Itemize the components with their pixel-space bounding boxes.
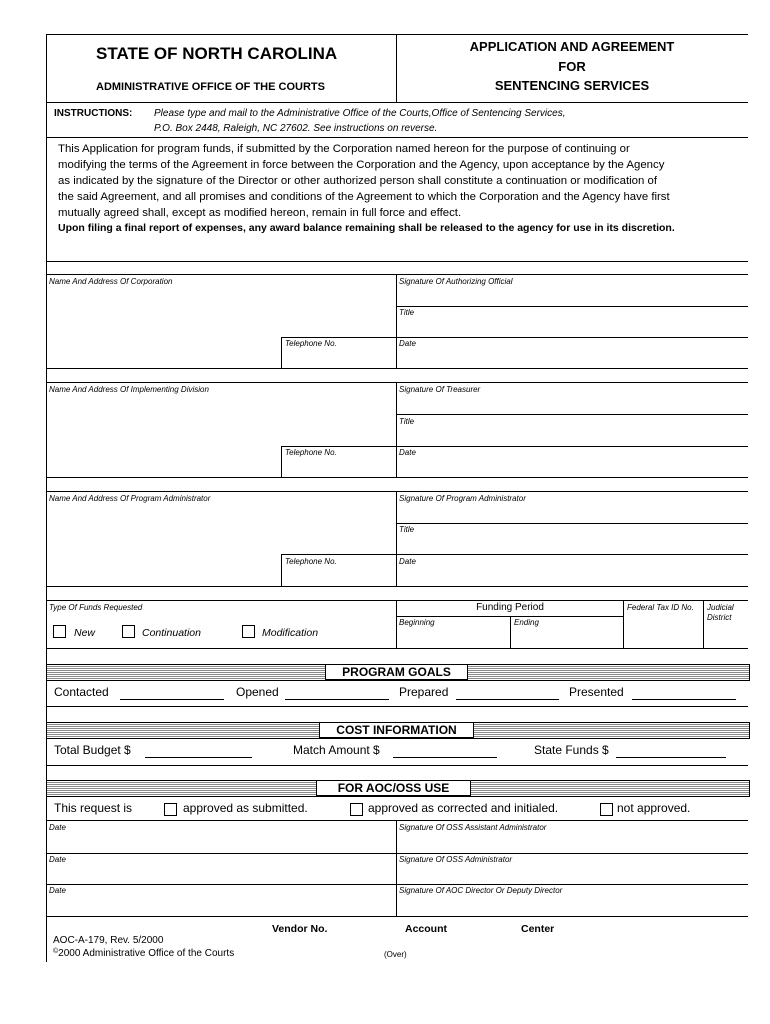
form-number: AOC-A-179, Rev. 5/2000 xyxy=(53,935,164,946)
agreement-line: modifying the terms of the Agreement in force between the Corporation and the Agency, upon acceptance by the Agency xyxy=(58,159,665,171)
judicial-label-1: Judicial xyxy=(707,603,734,612)
corporation-telephone-field[interactable]: Telephone No. xyxy=(285,339,337,348)
agreement-line: mutually agreed shall, except as modified hereon, remain in full force and effect. xyxy=(58,207,462,219)
not-approved-checkbox[interactable] xyxy=(600,803,613,816)
over-label: (Over) xyxy=(384,950,407,959)
state-title: STATE OF NORTH CAROLINA xyxy=(96,44,338,63)
authorizing-official-date-field[interactable]: Date xyxy=(399,339,416,348)
program-administrator-field[interactable]: Name And Address Of Program Administrator xyxy=(49,494,211,503)
copyright-symbol: © xyxy=(53,948,59,955)
implementing-division-field[interactable]: Name And Address Of Implementing Division xyxy=(49,385,209,394)
authorizing-official-signature-field[interactable]: Signature Of Authorizing Official xyxy=(399,277,513,286)
program-goals-title: PROGRAM GOALS xyxy=(325,664,468,680)
presented-label: Presented xyxy=(569,685,624,699)
approved-as-corrected-checkbox[interactable] xyxy=(350,803,363,816)
aoc-director-signature-field[interactable]: Signature Of AOC Director Or Deputy Director xyxy=(399,886,563,895)
aoc-date-field-3[interactable]: Date xyxy=(49,886,66,895)
agreement-line: the said Agreement, and all promises and conditions of the Agreement to which the Corporation and the Agency have first xyxy=(58,191,670,203)
modification-label: Modification xyxy=(262,627,319,639)
implementing-division-telephone-field[interactable]: Telephone No. xyxy=(285,448,337,457)
opened-input[interactable] xyxy=(285,699,389,700)
program-administrator-signature-field[interactable]: Signature Of Program Administrator xyxy=(399,494,526,503)
modification-checkbox[interactable] xyxy=(242,625,255,638)
funding-period-label: Funding Period xyxy=(476,602,544,613)
funds-type-label: Type Of Funds Requested xyxy=(49,603,143,612)
instructions-line1: Please type and mail to the Administrative Office of the Courts,Office of Sentencing Services, xyxy=(154,108,566,119)
agreement-bold-line: Upon filing a final report of expenses, any award balance remaining shall be released to the agency for use in its discretion. xyxy=(58,222,675,234)
not-approved-label: not approved. xyxy=(617,801,691,815)
new-checkbox[interactable] xyxy=(53,625,66,638)
new-label: New xyxy=(74,627,96,639)
state-funds-label: State Funds $ xyxy=(534,743,609,757)
beginning-field[interactable]: Beginning xyxy=(399,618,435,627)
form-title-line1: APPLICATION AND AGREEMENT xyxy=(469,39,675,54)
aoc-oss-title: FOR AOC/OSS USE xyxy=(316,780,471,796)
state-funds-input[interactable] xyxy=(616,757,726,758)
program-administrator-date-field[interactable]: Date xyxy=(399,557,416,566)
approved-as-submitted-label: approved as submitted. xyxy=(183,801,308,815)
continuation-checkbox[interactable] xyxy=(122,625,135,638)
ending-field[interactable]: Ending xyxy=(514,618,539,627)
match-amount-input[interactable] xyxy=(393,757,497,758)
oss-administrator-signature-field[interactable]: Signature Of OSS Administrator xyxy=(399,855,513,864)
approved-as-corrected-label: approved as corrected and initialed. xyxy=(368,801,559,815)
instructions-line2: P.O. Box 2448, Raleigh, NC 27602. See instructions on reverse. xyxy=(154,123,438,134)
header-top-border xyxy=(46,34,748,35)
presented-input[interactable] xyxy=(632,699,736,700)
form-title-line3: SENTENCING SERVICES xyxy=(494,78,650,93)
cost-information-title: COST INFORMATION xyxy=(319,722,474,738)
agreement-line: This Application for program funds, if submitted by the Corporation named hereon for the purpose of continuing or xyxy=(58,143,630,155)
total-budget-input[interactable] xyxy=(145,757,252,758)
center-label: Center xyxy=(521,923,555,935)
approved-as-submitted-checkbox[interactable] xyxy=(164,803,177,816)
opened-label: Opened xyxy=(236,685,279,699)
match-amount-label: Match Amount $ xyxy=(293,743,380,757)
oss-assistant-signature-field[interactable]: Signature Of OSS Assistant Administrator xyxy=(399,823,547,832)
form-left-border xyxy=(46,34,47,962)
treasurer-signature-field[interactable]: Signature Of Treasurer xyxy=(399,385,481,394)
total-budget-label: Total Budget $ xyxy=(54,743,131,757)
instructions-divider xyxy=(46,137,748,138)
treasurer-date-field[interactable]: Date xyxy=(399,448,416,457)
continuation-label: Continuation xyxy=(142,627,201,639)
account-label: Account xyxy=(405,923,447,935)
contacted-label: Contacted xyxy=(54,685,109,699)
program-administrator-telephone-field[interactable]: Telephone No. xyxy=(285,557,337,566)
judicial-district-field[interactable]: District xyxy=(707,613,732,622)
contacted-input[interactable] xyxy=(120,699,224,700)
authorizing-official-title-field[interactable]: Title xyxy=(399,308,415,317)
copyright xyxy=(53,948,234,959)
vendor-no-label: Vendor No. xyxy=(272,923,328,935)
agreement-line: as indicated by the signature of the Director or other authorized person shall constitute a continuation or modification of xyxy=(58,175,657,187)
instructions-label: INSTRUCTIONS: xyxy=(54,108,133,119)
header-bottom-border xyxy=(46,102,748,103)
corporation-name-address-field[interactable]: Name And Address Of Corporation xyxy=(49,277,173,286)
form-title-line2: FOR xyxy=(558,59,586,74)
agreement-bottom-border xyxy=(46,261,748,262)
office-name: ADMINISTRATIVE OFFICE OF THE COURTS xyxy=(96,81,325,93)
aoc-date-field-1[interactable]: Date xyxy=(49,823,66,832)
request-label: This request is xyxy=(54,801,133,815)
copyright-text: 2000 Administrative Office of the Courts xyxy=(58,948,235,959)
treasurer-title-field[interactable]: Title xyxy=(399,417,415,426)
federal-tax-id-field[interactable]: Federal Tax ID No. xyxy=(627,603,694,612)
program-administrator-title-field[interactable]: Title xyxy=(399,525,415,534)
prepared-label: Prepared xyxy=(399,685,449,699)
aoc-date-field-2[interactable]: Date xyxy=(49,855,66,864)
prepared-input[interactable] xyxy=(456,699,559,700)
